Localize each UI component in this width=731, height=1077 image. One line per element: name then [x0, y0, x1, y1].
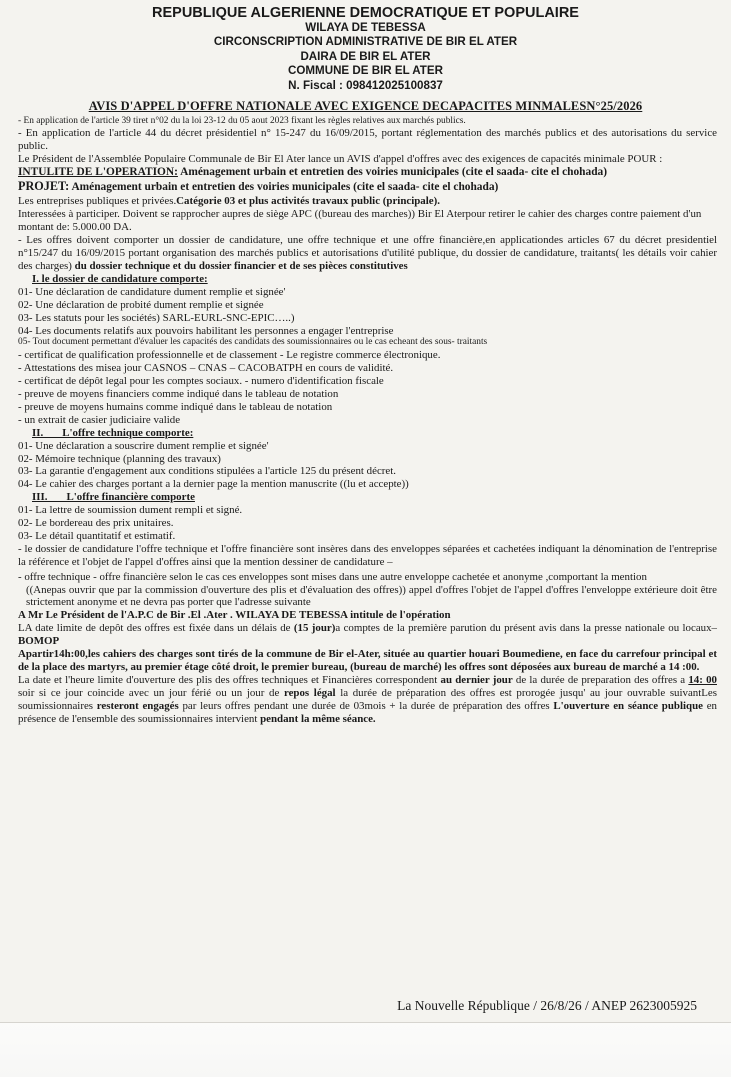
closing-deadline-paragraph: [18, 622, 717, 648]
deadline-days: (15 jour): [293, 622, 336, 635]
section3-item-3: 03- Le détail quantitatif et estimatif.: [18, 529, 176, 542]
section1-sub-item-5: - preuve de moyens humains comme indiqué dans le tableau de notation: [18, 400, 333, 413]
header-commune: COMMUNE DE BIR EL ATER: [287, 64, 443, 78]
intro-paragraph-1: - En application de l'article 39 tiret n°02 du la loi 23-12 du 05 aout 2023 fixant les règles relatives aux marchés publics.: [18, 115, 466, 126]
deadline-bomop: BOMOP: [18, 635, 60, 648]
notice-body: [0, 116, 731, 726]
projet-text: Aménagement urbain et entretien des voiries municipales (cite el saada- cite el chohada): [69, 181, 499, 194]
header-wilaya: WILAYA DE TEBESSA: [305, 20, 426, 34]
section2-item-4: 04- Le cahier des charges portant a la dernier page la mention manuscrite ((lu et accepte)): [18, 478, 409, 491]
opening-text-e: soir si ce jour coincide avec un jour férié ou un jour de: [18, 686, 284, 699]
section1-sub-item-6: - un extrait de casier judiciaire valide: [18, 413, 181, 426]
offres-intro-bold: du dossier technique et du dossier financier et de ses pièces constitutives: [71, 260, 408, 273]
entreprises-text: Les entreprises publiques et privées.: [18, 195, 177, 208]
deadline-text-c: a comptes de la première parution du présent avis dans la presse nationale ou locaux–: [335, 622, 717, 635]
section3-heading: III. L'offre financière comporte: [32, 491, 195, 504]
opening-text-g: la durée de préparation des offres est prorogée jusqu' au jour ouvrable suivantLes soumissionnaires: [18, 686, 718, 712]
section1-sub-item-1: - certificat de qualification professionnelle et de classement - Le registre commerce électronique.: [18, 349, 441, 362]
official-header: [0, 6, 731, 94]
section3-item-2: 02- Le bordereau des prix unitaires.: [18, 517, 174, 530]
header-circonscription: CIRCONSCRIPTION ADMINISTRATIVE DE BIR EL ATER: [213, 35, 518, 49]
header-republic: REPUBLIQUE ALGERIENNE DEMOCRATIQUE ET POPULAIRE: [152, 5, 579, 21]
categorie-text: Catégorie 03 et plus activités travaux public (principale).: [176, 195, 440, 208]
opening-text-c: de la durée de preparation des offres a: [512, 673, 689, 686]
opening-engaged: resteront engagés: [96, 699, 179, 712]
publication-footer: La Nouvelle République / 26/8/26 / ANEP 2623005925: [397, 998, 697, 1013]
section1-item-3: 03- Les statuts pour les sociétés) SARL-EURL-SNC-EPIC…..): [18, 311, 295, 324]
opening-hour: 14: 00: [688, 673, 717, 686]
closing-paragraph-2: - offre technique - offre financière selon le cas ces enveloppes sont mises dans une autre enveloppe cachetée et anonyme ,comportant la mention: [18, 570, 647, 583]
opening-text-i: par leurs offres pendant une durée de 03mois + la durée de préparation des offres: [178, 699, 554, 712]
section1-sub-item-2: - Attestations des misea jour CASNOS – CNAS – CACOBATPH en cours de validité.: [18, 362, 394, 375]
opening-rest-day: repos légal: [283, 686, 336, 699]
section1-item-4: 04- Les documents relatifs aux pouvoirs habilitant les personnes a engager l'entreprise: [18, 324, 394, 337]
closing-address: A Mr Le Président de l'A.P.C de Bir .El .Ater . WILAYA DE TEBESSA intitule de l'opération: [18, 609, 451, 622]
section1-item-2: 02- Une déclaration de probité dument remplie et signée: [18, 298, 264, 311]
projet-line: [18, 179, 717, 195]
section2-item-1: 01- Une déclaration a souscrire dument remplie et signée': [18, 439, 269, 452]
closing-paragraph-3: ((Anepas ouvrir que par la commission d'ouverture des plis et d'évaluation des offres)) appel d'offres l'objet de l'appel d'offres l'enveloppe extérieure doit être strictement anonyme et ne devra pas porter que l'adresse suivante: [26, 583, 717, 609]
header-daira: DAIRA DE BIR EL ATER: [300, 49, 431, 63]
header-fiscal-number: N. Fiscal : 098412025100837: [288, 78, 443, 92]
operation-label: INTULITE DE L'OPERATION:: [18, 166, 178, 179]
retirer-cahier-paragraph: Interessées à participer. Doivent se rapprocher aupres de siège APC ((bureau des marches)) Bir El Aterpour retirer le cahier des charges contre paiement d'un montant de: 5.000.00 DA.: [18, 208, 702, 234]
operation-text: Aménagement urbain et entretien des voiries municipales (cite el saada- cite el chohada): [177, 166, 608, 179]
opening-last-day: au dernier jour: [440, 673, 513, 686]
offres-intro-text: - Les offres doivent comporter un dossier de candidature, une offre technique et une offre financière,en applicationdes articles 67 du décret presidentiel n°15/247 du 16/09/2015 portant organisation des marchés publics et autorisations d'utilité publique, du dossier de candidature, traitants( les détails voir cahier des charges): [18, 234, 717, 273]
section2-item-2: 02- Mémoire technique (planning des travaux): [18, 452, 221, 465]
opening-text-a: La date et l'heure limite d'ouverture des plis des offres techniques et Financières correspondent: [18, 673, 441, 686]
closing-paragraph-1: - le dossier de candidature l'offre technique et l'offre financière sont insères dans des enveloppes séparées et cachetées indiquant la dénomination de l'entreprise la référence et l'objet de l'appel d'offres ainsi que la mention dessiner de candidature –: [18, 542, 717, 568]
section2-item-3: 03- La garantie d'engagement aux conditions stipulées a l'article 125 du présent décret.: [18, 465, 397, 478]
section3-item-1: 01- La lettre de soumission dument rempli et signé.: [18, 504, 243, 517]
notice-title: AVIS D'APPEL D'OFFRE NATIONALE AVEC EXIGENCE DECAPACITES MINMALESN°25/2026: [88, 98, 643, 113]
section1-item-5: 05- Tout document permettant d'évaluer les capacités des candidats des soumissionnaires ou le cas echeant des sous- traitants: [18, 337, 488, 348]
closing-retrieval-paragraph: Apartir14h:00,les cahiers des charges sont tirés de la commune de Bir el-Ater, située au quartier houari Boumediene, en face du carrefour principal et de la place des martyrs, au premier étage côté droit, le premier bureau, (bureau de marché) les offres sont déposées aux bureau de marché a 14 :00.: [18, 648, 717, 673]
section1-sub-item-4: - preuve de moyens financiers comme indiqué dans le tableau de notation: [18, 387, 339, 400]
entreprises-line: [18, 195, 717, 208]
section1-heading: I. le dossier de candidature comporte:: [32, 272, 208, 285]
deadline-text-a: LA date limite de depôt des offres est fixée dans un délais de: [18, 622, 294, 635]
opening-same-session: pendant la même séance.: [260, 712, 376, 725]
section1-sub-item-3: - certificat de dépôt legal pour les comptes sociaux. - numero d'identification fiscale: [18, 375, 384, 388]
intro-paragraph-3: Le Président de l'Assemblée Populaire Communale de Bir El Ater lance un AVIS d'appel d'offres avec des exigences de capacités minimale POUR :: [18, 153, 663, 166]
section2-heading: II. L'offre technique comporte:: [32, 426, 194, 439]
closing-opening-paragraph: [18, 674, 717, 726]
projet-label: PROJET:: [18, 179, 70, 194]
intro-paragraph-2: - En application de l'article 44 du décret présidentiel n° 15-247 du 16/09/2015, portant réglementation des marchés publics et des autorisations du service public.: [18, 127, 717, 153]
offres-intro-paragraph: [18, 234, 717, 273]
section1-item-1: 01- Une déclaration de candidature dument remplie et signée': [18, 285, 286, 298]
operation-title: [18, 166, 717, 179]
page-bottom-edge: [0, 1022, 731, 1077]
opening-text-k: en présence de l'ensemble des soumissionnaires intervient: [18, 699, 718, 725]
opening-public-session: L'ouverture en séance publique: [553, 699, 703, 712]
